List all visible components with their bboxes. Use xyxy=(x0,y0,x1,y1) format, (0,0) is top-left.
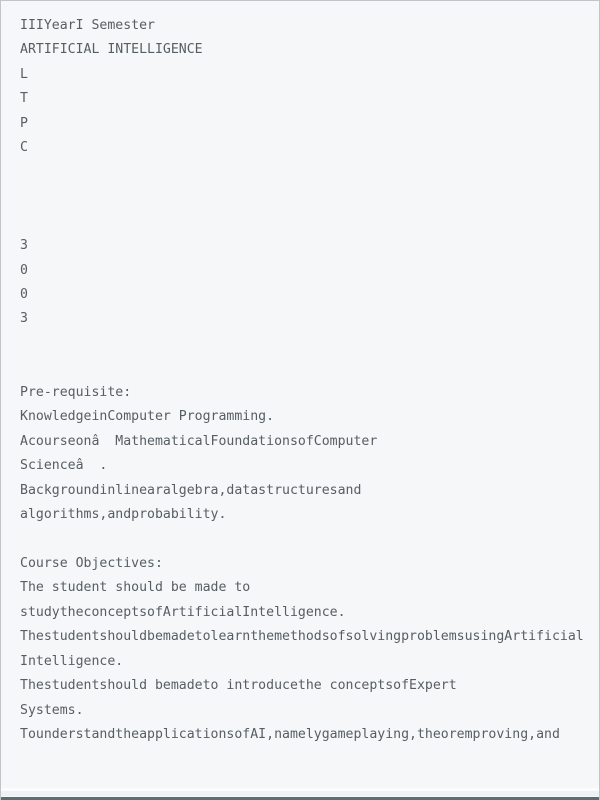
objective-line: TounderstandtheapplicationsofAI,namelygameplaying,theoremproving,and xyxy=(20,727,560,743)
syllabus-text-block xyxy=(20,14,593,748)
prerequisite-line: Backgroundinlinearalgebra,datastructuresand xyxy=(20,482,362,498)
semester-heading: IIIYearI Semester xyxy=(20,18,155,33)
credit-label-lecture: L xyxy=(20,66,28,82)
course-objectives-heading: Course Objectives: xyxy=(20,555,163,571)
objective-line: Intelligence. xyxy=(20,653,124,669)
objective-line: Thestudentshould bemadeto introducethe conceptsofExpert xyxy=(20,678,457,694)
credit-label-credits: C xyxy=(20,140,28,156)
prerequisite-line: KnowledgeinComputer Programming. xyxy=(20,409,275,425)
course-title: ARTIFICIAL INTELLIGENCE xyxy=(20,42,203,58)
credit-label-practical: P xyxy=(20,115,28,131)
footer-stripe-blue xyxy=(1,791,599,796)
prerequisite-line: Acourseonâ MathematicalFoundationsofComputer xyxy=(20,433,378,449)
prerequisite-heading: Pre-requisite: xyxy=(20,384,132,400)
prerequisite-section xyxy=(20,381,593,528)
prerequisite-line: Scienceâ . xyxy=(20,458,108,474)
credit-value-credits: 3 xyxy=(20,311,28,327)
page-footer xyxy=(1,787,599,800)
objective-line: Systems. xyxy=(20,702,84,718)
course-objectives-section xyxy=(20,552,593,748)
prerequisite-line: algorithms,andprobability. xyxy=(20,507,227,523)
objective-line: ThestudentshouldbemadetolearnthemethodsofsolvingproblemsusingArtificial xyxy=(20,629,584,645)
credit-label-tutorial: T xyxy=(20,91,28,107)
credit-value-tutorial: 0 xyxy=(20,262,28,278)
objective-line: studytheconceptsofArtificialIntelligence. xyxy=(20,604,346,620)
credit-values xyxy=(20,234,593,332)
credit-value-lecture: 3 xyxy=(20,238,28,254)
course-header xyxy=(20,14,593,63)
credit-value-practical: 0 xyxy=(20,286,28,302)
objective-line: The student should be made to xyxy=(20,580,251,596)
credit-labels xyxy=(20,63,593,161)
